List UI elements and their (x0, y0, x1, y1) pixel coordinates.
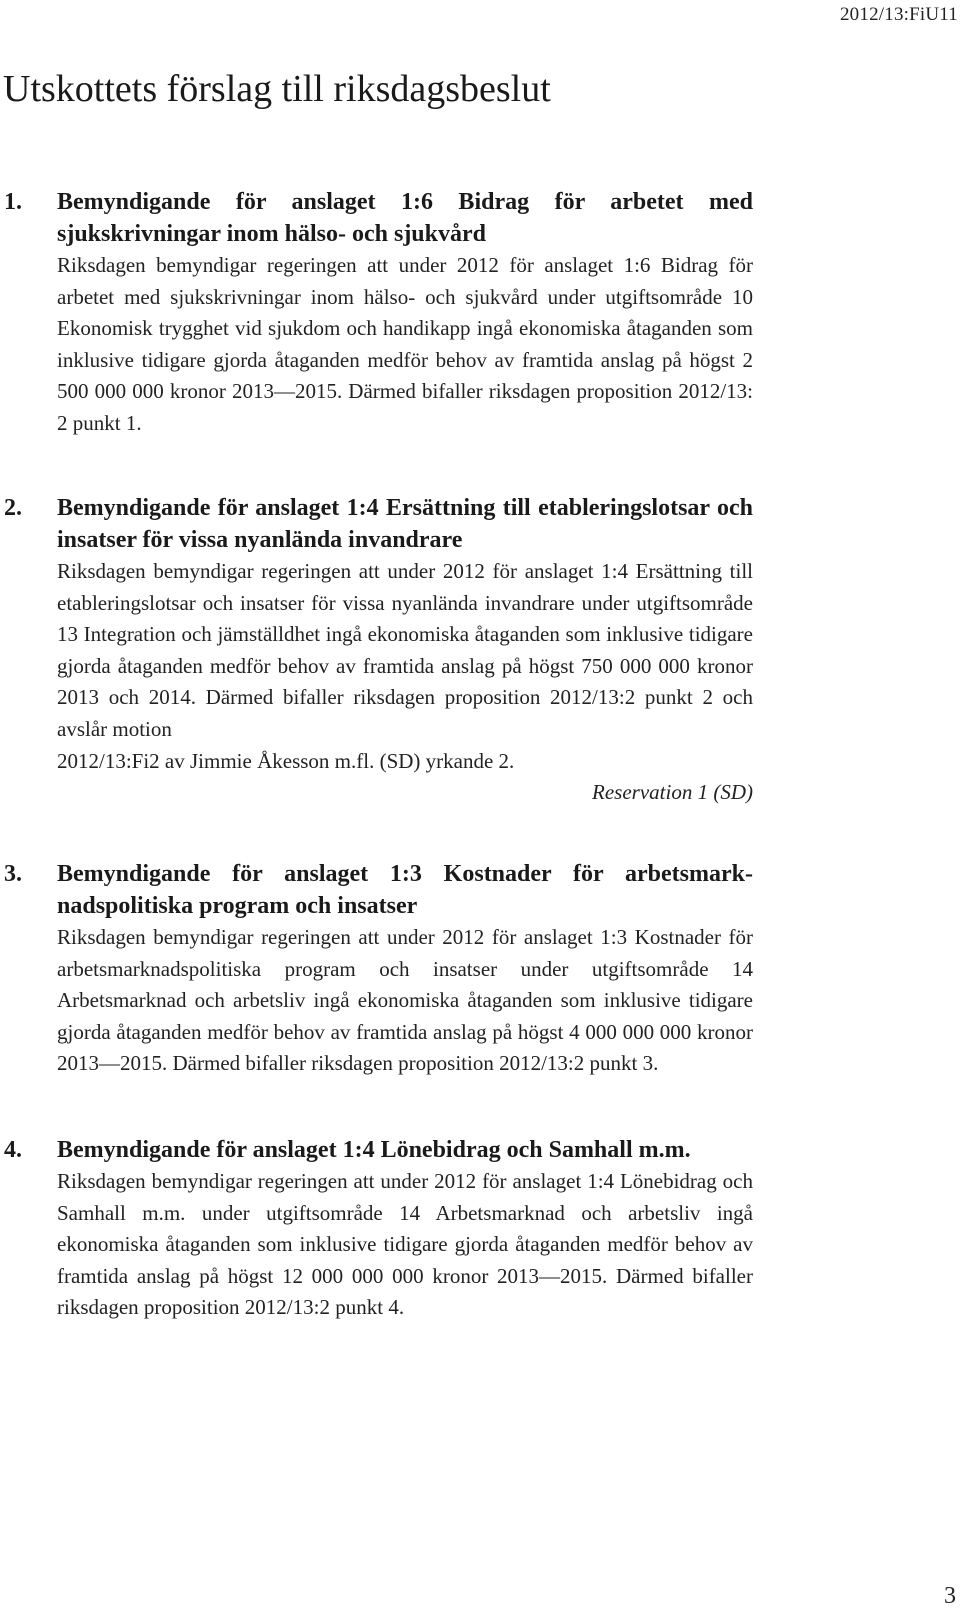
reservation-note: Reservation 1 (SD) (592, 780, 753, 805)
item-number: 2. (4, 495, 22, 521)
item-body: Riksdagen bemyndigar regeringen att under 2012 för anslaget 1:6 Bidrag för arbetet med sjukskrivningar inom hälso- och sjukvård under utgiftsområde 10 Ekonomisk trygghet vid sjukdom och handikapp ingå ekonomiska åtaganden som inklusive tidigare gjorda åtaganden medför behov av framtida anslag på högst 2 500 000 000 kronor 2013—2015. Därmed bifaller riksdagen proposition 2012/13: 2 punkt 1. (57, 253, 753, 435)
motion-reference: 2012/13:Fi2 av Jimmie Åkesson m.fl. (SD) yrkande 2. (57, 748, 515, 773)
item-heading: Bemyndigande för anslaget 1:4 Ersättning till etableringslotsar och insatser för vissa nyanlända invandrare (57, 495, 753, 553)
item-heading: Bemyndigande för anslaget 1:3 Kostnader för arbetsmarknadspolitiska program och insatser (57, 861, 753, 919)
page-number: 3 (944, 1583, 956, 1609)
item-number: 3. (4, 861, 22, 887)
proposal-item-3 (0, 858, 760, 1080)
item-body: Riksdagen bemyndigar regeringen att under 2012 för anslaget 1:4 Ersättning till etableringslotsar och insatser för vissa nyanlända invandrare under utgiftsområde 13 Integration och jämställdhet ingå ekonomiska åtaganden som inklusive tidigare gjorda åtaganden medför behov av framtida anslag på högst 750 000 000 kronor 2013 och 2014. Därmed bifaller riksdagen proposition 2012/13:2 punkt 2 och avslår motion (57, 559, 753, 741)
item-heading: Bemyndigande för anslaget 1:4 Lönebidrag och Samhall m.m. (57, 1137, 691, 1163)
document-id: 2012/13:FiU11 (839, 4, 958, 25)
proposal-item-1 (0, 186, 760, 440)
item-heading: Bemyndigande för anslaget 1:6 Bidrag för arbetet med sjukskrivningar inom hälso- och sjukvård (57, 189, 753, 247)
page-title: Utskottets förslag till riksdagsbeslut (3, 68, 551, 110)
proposal-item-2 (0, 492, 760, 808)
item-number: 4. (4, 1137, 22, 1163)
proposal-item-4 (0, 1134, 760, 1324)
item-body: Riksdagen bemyndigar regeringen att under 2012 för anslaget 1:3 Kostnader för arbetsmarknadspolitiska program och insatser under utgiftsområde 14 Arbetsmarknad och arbetsliv ingå ekonomiska åtaganden som inklusive tidigare gjorda åtaganden medför behov av framtida anslag på högst 4 000 000 000 kronor 2013—2015. Därmed bifaller riksdagen proposition 2012/13:2 punkt 3. (57, 925, 753, 1076)
item-number: 1. (4, 189, 22, 215)
item-body: Riksdagen bemyndigar regeringen att under 2012 för anslaget 1:4 Lönebidrag och Samhall m.m. under utgiftsområde 14 Arbetsmarknad och arbetsliv ingå ekonomiska åtaganden som inklusive tidigare gjorda åtaganden medför behov av framtida anslag på högst 12 000 000 000 kronor 2013—2015. Därmed bifaller riksdagen proposition 2012/13:2 punkt 4. (57, 1169, 753, 1320)
